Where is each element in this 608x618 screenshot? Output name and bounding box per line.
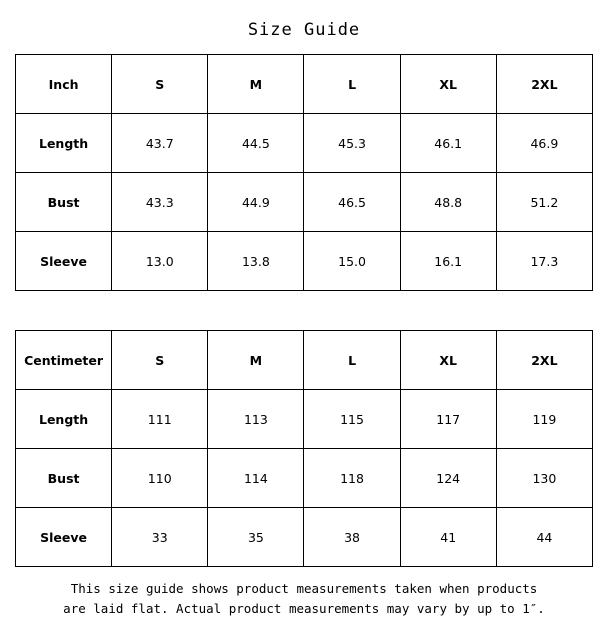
column-header-s: S — [112, 55, 208, 114]
cell-sleeve-m: 13.8 — [208, 232, 304, 291]
table-header-row — [16, 331, 593, 390]
cell-length-s: 111 — [112, 390, 208, 449]
footnote — [0, 579, 608, 618]
column-header-m: M — [208, 55, 304, 114]
cell-bust-s: 43.3 — [112, 173, 208, 232]
cell-bust-l: 46.5 — [304, 173, 400, 232]
row-label-bust: Bust — [16, 449, 112, 508]
table-header-row — [16, 55, 593, 114]
row-label-bust: Bust — [16, 173, 112, 232]
cell-length-2xl: 46.9 — [496, 114, 592, 173]
row-label-sleeve: Sleeve — [16, 508, 112, 567]
column-header-s: S — [112, 331, 208, 390]
cell-bust-2xl: 130 — [496, 449, 592, 508]
unit-label-inch: Inch — [16, 55, 112, 114]
cell-length-xl: 46.1 — [400, 114, 496, 173]
column-header-2xl: 2XL — [496, 55, 592, 114]
cell-length-s: 43.7 — [112, 114, 208, 173]
cell-bust-m: 44.9 — [208, 173, 304, 232]
cell-length-xl: 117 — [400, 390, 496, 449]
cell-sleeve-xl: 41 — [400, 508, 496, 567]
cell-sleeve-s: 13.0 — [112, 232, 208, 291]
cell-bust-l: 118 — [304, 449, 400, 508]
column-header-2xl: 2XL — [496, 331, 592, 390]
cell-length-m: 44.5 — [208, 114, 304, 173]
size-table-centimeter — [15, 330, 593, 567]
cell-length-l: 115 — [304, 390, 400, 449]
column-header-xl: XL — [400, 55, 496, 114]
table-row — [16, 114, 593, 173]
cell-length-m: 113 — [208, 390, 304, 449]
cell-bust-xl: 48.8 — [400, 173, 496, 232]
footnote-line-1: This size guide shows product measurements taken when products — [70, 581, 538, 597]
cell-bust-xl: 124 — [400, 449, 496, 508]
size-table-inch — [15, 54, 593, 291]
table-row — [16, 390, 593, 449]
row-label-sleeve: Sleeve — [16, 232, 112, 291]
page-title: Size Guide — [247, 20, 361, 40]
table-row — [16, 508, 593, 567]
cell-sleeve-l: 38 — [304, 508, 400, 567]
footnote-line-2: are laid flat. Actual product measurements may vary by up to 1″. — [63, 600, 545, 616]
unit-label-centimeter: Centimeter — [16, 331, 112, 390]
cell-sleeve-s: 33 — [112, 508, 208, 567]
cell-length-2xl: 119 — [496, 390, 592, 449]
cell-sleeve-2xl: 44 — [496, 508, 592, 567]
column-header-l: L — [304, 331, 400, 390]
table-row — [16, 232, 593, 291]
row-label-length: Length — [16, 114, 112, 173]
cell-length-l: 45.3 — [304, 114, 400, 173]
column-header-l: L — [304, 55, 400, 114]
cell-bust-s: 110 — [112, 449, 208, 508]
cell-sleeve-l: 15.0 — [304, 232, 400, 291]
row-label-length: Length — [16, 390, 112, 449]
column-header-m: M — [208, 331, 304, 390]
cell-bust-2xl: 51.2 — [496, 173, 592, 232]
cell-sleeve-xl: 16.1 — [400, 232, 496, 291]
cell-sleeve-m: 35 — [208, 508, 304, 567]
cell-sleeve-2xl: 17.3 — [496, 232, 592, 291]
table-row — [16, 449, 593, 508]
table-divider — [0, 291, 608, 330]
column-header-xl: XL — [400, 331, 496, 390]
cell-bust-m: 114 — [208, 449, 304, 508]
table-row — [16, 173, 593, 232]
